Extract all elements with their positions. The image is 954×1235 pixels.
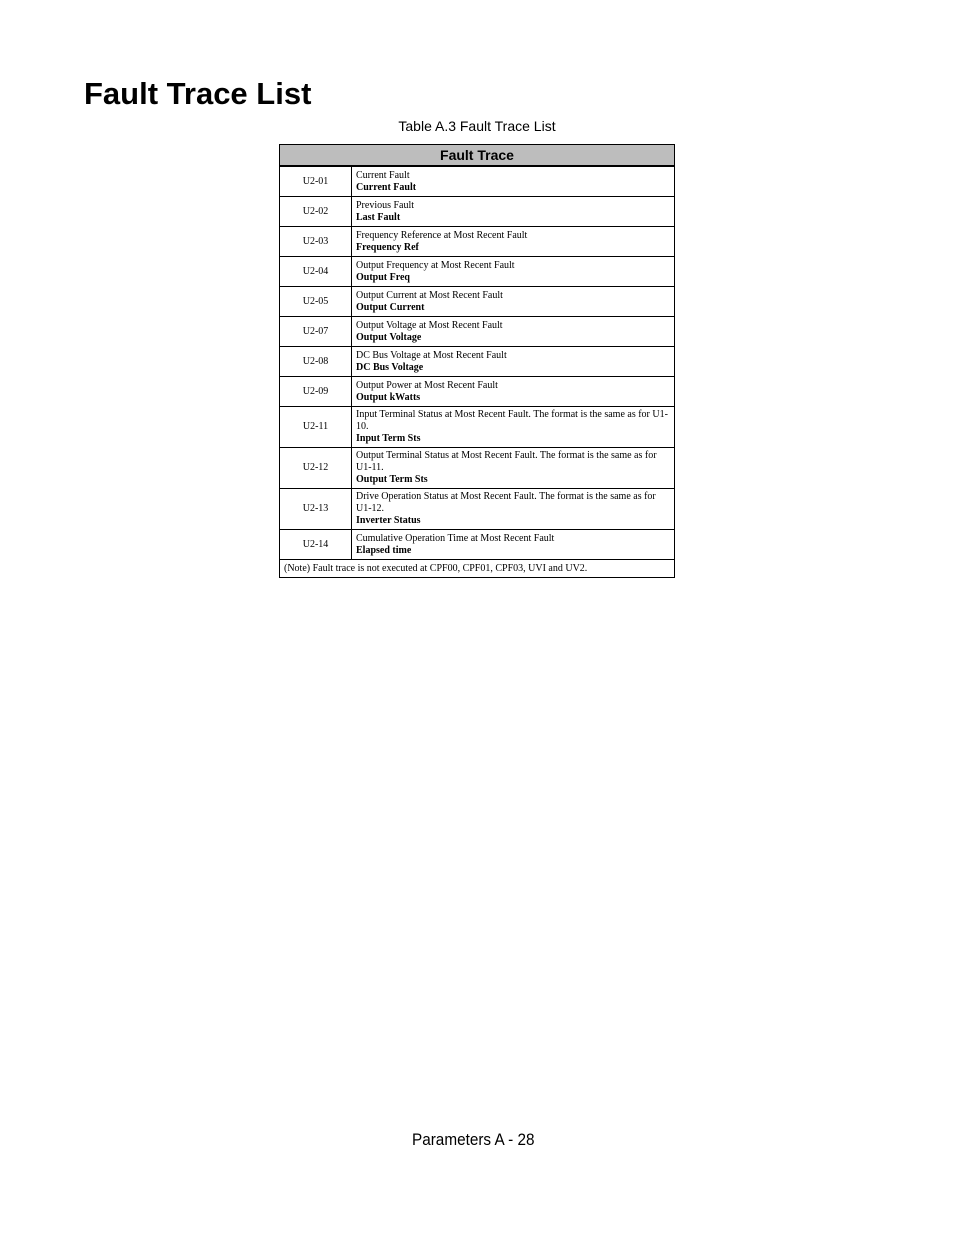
parameter-description-cell [352,227,675,257]
parameter-description: Output Current at Most Recent Fault [356,289,503,301]
fault-trace-table [279,144,675,578]
table-row [280,448,675,489]
parameter-description: DC Bus Voltage at Most Recent Fault [356,349,507,361]
parameter-description: Current Fault [356,169,410,181]
parameter-description: Output Voltage at Most Recent Fault [356,319,503,331]
table-row [280,257,675,287]
page-footer: Parameters A - 28 [412,1130,535,1149]
table-row [280,407,675,448]
parameter-display-name: Inverter Status [356,515,421,526]
table-note-row [280,560,675,578]
parameter-code: U2-02 [280,197,352,227]
page-title: Fault Trace List [84,76,312,111]
parameter-code: U2-07 [280,317,352,347]
table-row [280,530,675,560]
parameter-code: U2-04 [280,257,352,287]
parameter-description: Frequency Reference at Most Recent Fault [356,229,528,241]
parameter-description-cell [352,257,675,287]
parameter-display-name: Output Term Sts [356,474,428,485]
parameter-description: Output Power at Most Recent Fault [356,379,498,391]
parameter-display-name: Elapsed time [356,544,412,556]
parameter-code: U2-08 [280,347,352,377]
parameter-display-name: Input Term Sts [356,433,421,444]
parameter-code: U2-14 [280,530,352,560]
parameter-description-cell [352,166,675,197]
parameter-description-cell [352,530,675,560]
parameter-display-name: Last Fault [356,211,401,223]
table-row [280,287,675,317]
parameter-description: Input Terminal Status at Most Recent Fault. The format is the same as for U1-10. [356,409,668,432]
table-header: Fault Trace [280,145,675,167]
parameter-description-cell [352,317,675,347]
parameter-description-cell [352,287,675,317]
parameter-description-cell [352,347,675,377]
parameter-description-cell [352,448,675,489]
parameter-display-name: DC Bus Voltage [356,361,424,373]
parameter-display-name: Output kWatts [356,391,421,403]
parameter-description: Output Frequency at Most Recent Fault [356,259,515,271]
parameter-description-cell [352,489,675,530]
table-caption: Table A.3 Fault Trace List [398,118,556,134]
parameter-description: Drive Operation Status at Most Recent Fault. The format is the same as for U1-12. [356,491,656,514]
parameter-description-cell [352,407,675,448]
table-row [280,347,675,377]
parameter-code: U2-11 [280,407,352,448]
table-row [280,227,675,257]
table-row [280,489,675,530]
table-row [280,197,675,227]
parameter-display-name: Current Fault [356,181,417,193]
parameter-code: U2-05 [280,287,352,317]
parameter-display-name: Output Current [356,301,425,313]
parameter-code: U2-03 [280,227,352,257]
parameter-code: U2-09 [280,377,352,407]
parameter-description: Previous Fault [356,199,415,211]
parameter-description: Cumulative Operation Time at Most Recent Fault [356,532,555,544]
table-note: (Note) Fault trace is not executed at CPF00, CPF01, CPF03, UVI and UV2. [280,560,675,578]
parameter-code: U2-13 [280,489,352,530]
table-row [280,166,675,197]
parameter-display-name: Output Freq [356,271,410,283]
parameter-description: Output Terminal Status at Most Recent Fault. The format is the same as for U1-11. [356,450,657,473]
parameter-description-cell [352,197,675,227]
parameter-display-name: Output Voltage [356,331,422,343]
table-row [280,317,675,347]
table-row [280,377,675,407]
parameter-code: U2-01 [280,166,352,197]
parameter-description-cell [352,377,675,407]
parameter-code: U2-12 [280,448,352,489]
parameter-display-name: Frequency Ref [356,241,419,253]
